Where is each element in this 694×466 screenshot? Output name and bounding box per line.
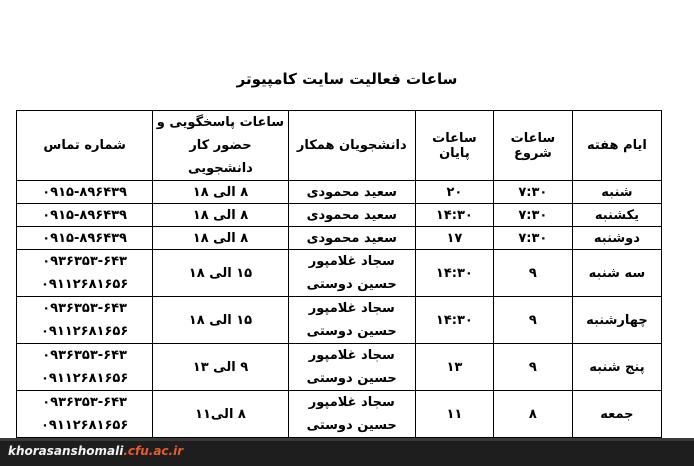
- cell-day: دوشنبه: [572, 227, 661, 250]
- table-row: [17, 181, 662, 204]
- cell-day: پنج شنبه: [572, 344, 661, 391]
- cell-start: ۹: [493, 297, 572, 344]
- header-phone: شماره تماس: [17, 111, 153, 181]
- assistant-name: حسین دوستی: [306, 371, 397, 386]
- footer-site-link[interactable]: [8, 444, 183, 458]
- page-title: ساعات فعالیت سایت کامپیوتر: [236, 70, 458, 88]
- cell-phones: [17, 344, 153, 391]
- phone-number: ۰۹۱۱۲۶۸۱۶۵۶: [40, 277, 129, 292]
- table-row: [17, 344, 662, 391]
- phone-number: ۰۹۳۶۳۵۳-۶۴۳: [42, 395, 127, 410]
- phone-number: ۰۹۳۶۳۵۳-۶۴۳: [42, 348, 127, 363]
- cell-phone: ۰۹۱۵-۸۹۶۴۳۹: [17, 204, 153, 227]
- cell-assistants: [288, 344, 415, 391]
- cell-phone: ۰۹۱۵-۸۹۶۴۳۹: [17, 227, 153, 250]
- cell-end: ۱۳: [415, 344, 493, 391]
- table-row: [17, 227, 662, 250]
- table-row: [17, 391, 662, 438]
- cell-start: ۸: [493, 391, 572, 438]
- cell-hours: ۹ الی ۱۳: [153, 344, 288, 391]
- cell-phones: [17, 391, 153, 438]
- assistant-name: حسین دوستی: [306, 418, 397, 433]
- cell-phones: [17, 250, 153, 297]
- footer-bar: [0, 438, 694, 466]
- table-row: [17, 250, 662, 297]
- phone-number: ۰۹۱۱۲۶۸۱۶۵۶: [40, 371, 129, 386]
- header-assistants: دانشجویان همکار: [288, 111, 415, 181]
- cell-assistant: سعید محمودی: [288, 181, 415, 204]
- cell-hours: ۱۵ الی ۱۸: [153, 297, 288, 344]
- cell-hours: ۸ الی ۱۸: [153, 181, 288, 204]
- header-day: ایام هفته: [572, 111, 661, 181]
- cell-day: چهارشنبه: [572, 297, 661, 344]
- cell-phones: [17, 297, 153, 344]
- cell-start: ۹: [493, 344, 572, 391]
- assistant-name: سجاد غلامپور: [308, 348, 395, 363]
- cell-assistants: [288, 391, 415, 438]
- cell-hours: ۸ الی۱۱: [153, 391, 288, 438]
- cell-end: ۱۴:۳۰: [415, 297, 493, 344]
- cell-hours: ۸ الی ۱۸: [153, 204, 288, 227]
- cell-assistants: [288, 250, 415, 297]
- cell-assistant: سعید محمودی: [288, 204, 415, 227]
- header-start: ساعات شروع: [493, 111, 572, 181]
- phone-number: ۰۹۱۱۲۶۸۱۶۵۶: [40, 418, 129, 433]
- schedule-table: [16, 110, 662, 438]
- cell-day: یکشنبه: [572, 204, 661, 227]
- assistant-name: سجاد غلامپور: [308, 301, 395, 316]
- cell-hours: ۱۵ الی ۱۸: [153, 250, 288, 297]
- cell-end: ۱۴:۳۰: [415, 250, 493, 297]
- table-row: [17, 297, 662, 344]
- header-hours-line2: حضور کار دانشجویی: [188, 138, 253, 176]
- cell-start: ۷:۳۰: [493, 227, 572, 250]
- cell-start: ۷:۳۰: [493, 181, 572, 204]
- assistant-name: سجاد غلامپور: [308, 395, 395, 410]
- phone-number: ۰۹۳۶۳۵۳-۶۴۳: [42, 254, 127, 269]
- cell-phone: ۰۹۱۵-۸۹۶۴۳۹: [17, 181, 153, 204]
- cell-day: سه شنبه: [572, 250, 661, 297]
- assistant-name: حسین دوستی: [306, 277, 397, 292]
- footer-domain: .cfu.ac.ir: [123, 444, 184, 458]
- assistant-name: سجاد غلامپور: [308, 254, 395, 269]
- header-end: ساعات پایان: [415, 111, 493, 181]
- cell-day: جمعه: [572, 391, 661, 438]
- cell-end: ۲۰: [415, 181, 493, 204]
- footer-site-name: khorasanshomali: [8, 444, 124, 458]
- assistant-name: حسین دوستی: [306, 324, 397, 339]
- cell-end: ۱۴:۳۰: [415, 204, 493, 227]
- header-hours: [153, 111, 288, 181]
- cell-start: ۷:۳۰: [493, 204, 572, 227]
- cell-end: ۱۱: [415, 391, 493, 438]
- cell-assistant: سعید محمودی: [288, 227, 415, 250]
- cell-hours: ۸ الی ۱۸: [153, 227, 288, 250]
- phone-number: ۰۹۱۱۲۶۸۱۶۵۶: [40, 324, 129, 339]
- cell-day: شنبه: [572, 181, 661, 204]
- header-hours-line1: ساعات پاسخگویی و: [156, 115, 285, 130]
- cell-assistants: [288, 297, 415, 344]
- phone-number: ۰۹۳۶۳۵۳-۶۴۳: [42, 301, 127, 316]
- cell-end: ۱۷: [415, 227, 493, 250]
- table-header-row: [17, 111, 662, 181]
- cell-start: ۹: [493, 250, 572, 297]
- table-row: [17, 204, 662, 227]
